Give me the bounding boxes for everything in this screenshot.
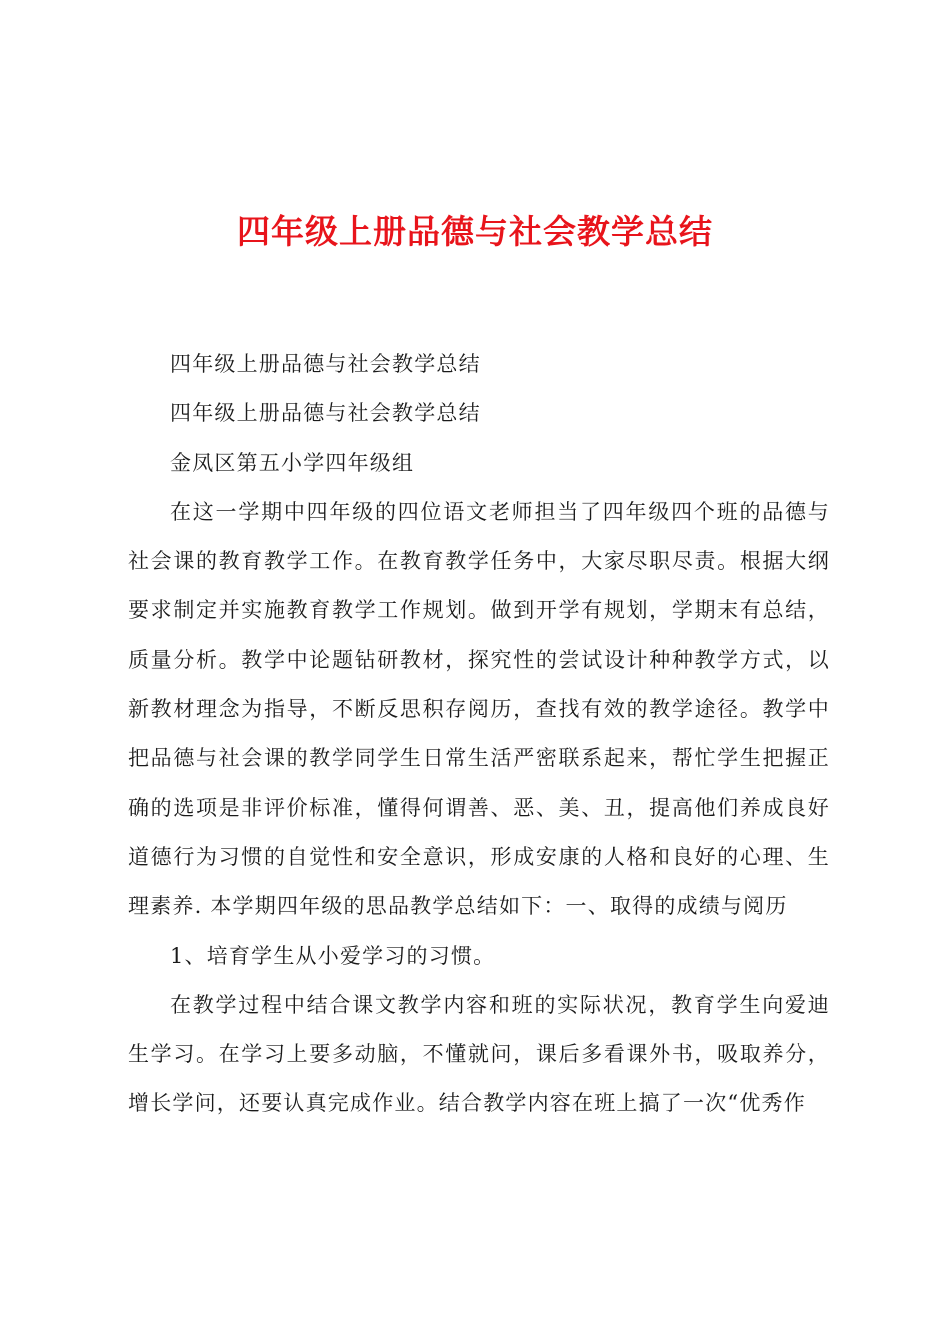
paragraph-detail-1: 在教学过程中结合课文教学内容和班的实际状况，教育学生向爱迪生学习。在学习上要多动脑，不懂就问，课后多看课外书，吸取养分，增长学问，还要认真完成作业。结合教学内容在班上搞了一次“优秀作	[128, 992, 830, 1116]
paragraph-intro: 在这一学期中四年级的四位语文老师担当了四年级四个班的品德与社会课的教育教学工作。在教育教学任务中，大家尽职尽责。根据大纲要求制定并实施教育教学工作规划。做到开学有规划，学期末有总结，质量分析。教学中论题钻研教材，探究性的尝试设计种种教学方式，以新教材理念为指导，不断反思积存阅历，查找有效的教学途径。教学中把品德与社会课的教学同学生日常生活严密联系起来，帮忙学生把握正确的选项是非评价标准，懂得何谓善、恶、美、丑，提高他们养成良好道德行为习惯的自觉性和安全意识，形成安康的人格和良好的心理、生理素养. 本学期四年级的思品教学总结如下：一、取得的成绩与阅历	[128, 499, 830, 919]
paragraph-author: 金凤区第五小学四年级组	[170, 450, 415, 475]
paragraph-subtitle-1: 四年级上册品德与社会教学总结	[170, 352, 481, 376]
document-body	[128, 340, 830, 1129]
document-title: 四年级上册品德与社会教学总结	[237, 212, 713, 251]
paragraph-subtitle-2: 四年级上册品德与社会教学总结	[170, 401, 481, 426]
paragraph-heading-1: 1、培育学生从小爱学习的习惯。	[170, 943, 496, 968]
